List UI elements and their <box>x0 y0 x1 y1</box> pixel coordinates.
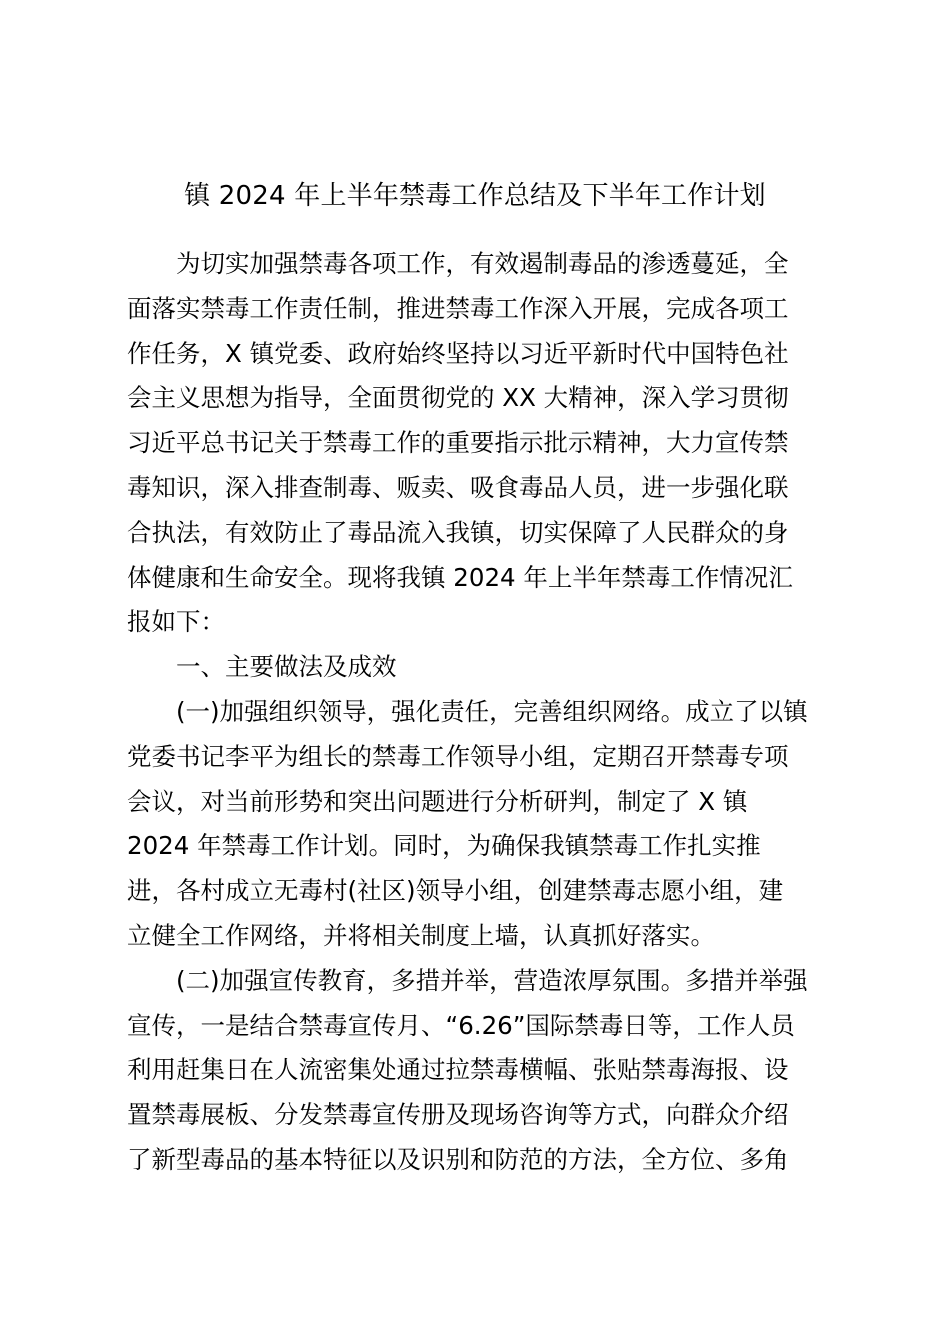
intro-paragraph-line: 会主义思想为指导，全面贯彻党的 XX 大精神，深入学习贯彻 <box>127 383 789 413</box>
subsection-one-line: 会议，对当前形势和突出问题进行分析研判，制定了 X 镇 <box>127 786 748 816</box>
document-body <box>127 242 827 1183</box>
intro-paragraph-line: 作任务，X 镇党委、政府始终坚持以习近平新时代中国特色社 <box>127 338 789 368</box>
intro-paragraph-line: 毒知识，深入排查制毒、贩卖、吸食毒品人员，进一步强化联 <box>127 472 789 502</box>
subsection-two-line: 利用赶集日在人流密集处通过拉禁毒横幅、张贴禁毒海报、设 <box>127 1055 789 1085</box>
intro-paragraph-line: 习近平总书记关于禁毒工作的重要指示批示精神，大力宣传禁 <box>127 428 789 458</box>
subsection-one-line: 党委书记李平为组长的禁毒工作领导小组，定期召开禁毒专项 <box>127 741 789 771</box>
subsection-one-line: 立健全工作网络，并将相关制度上墙，认真抓好落实。 <box>127 920 715 950</box>
intro-paragraph-line: 合执法，有效防止了毒品流入我镇，切实保障了人民群众的身 <box>127 517 789 547</box>
subsection-one-line: (一)加强组织领导，强化责任，完善组织网络。成立了以镇 <box>176 696 808 726</box>
subsection-one-line: 2024 年禁毒工作计划。同时，为确保我镇禁毒工作扎实推 <box>127 831 761 861</box>
subsection-two-line: 置禁毒展板、分发禁毒宣传册及现场咨询等方式，向群众介绍 <box>127 1100 789 1130</box>
intro-paragraph-line: 为切实加强禁毒各项工作，有效遏制毒品的渗透蔓延，全 <box>176 249 789 278</box>
subsection-one-line: 进，各村成立无毒村(社区)领导小组，创建禁毒志愿小组，建 <box>127 876 784 906</box>
intro-paragraph-line: 报如下： <box>127 607 225 637</box>
subsection-two-line: 宣传，一是结合禁毒宣传月、“6.26”国际禁毒日等，工作人员 <box>127 1010 795 1040</box>
intro-paragraph-line: 体健康和生命安全。现将我镇 2024 年上半年禁毒工作情况汇 <box>127 562 793 592</box>
intro-paragraph-line: 面落实禁毒工作责任制，推进禁毒工作深入开展，完成各项工 <box>127 293 789 323</box>
subsection-two-line: (二)加强宣传教育，多措并举，营造浓厚氛围。多措并举强 <box>176 965 808 995</box>
section-heading: 一、主要做法及成效 <box>176 652 397 682</box>
document-title: 镇 2024 年上半年禁毒工作总结及下半年工作计划 <box>184 181 766 211</box>
subsection-two-line: 了新型毒品的基本特征以及识别和防范的方法，全方位、多角 <box>127 1144 789 1174</box>
